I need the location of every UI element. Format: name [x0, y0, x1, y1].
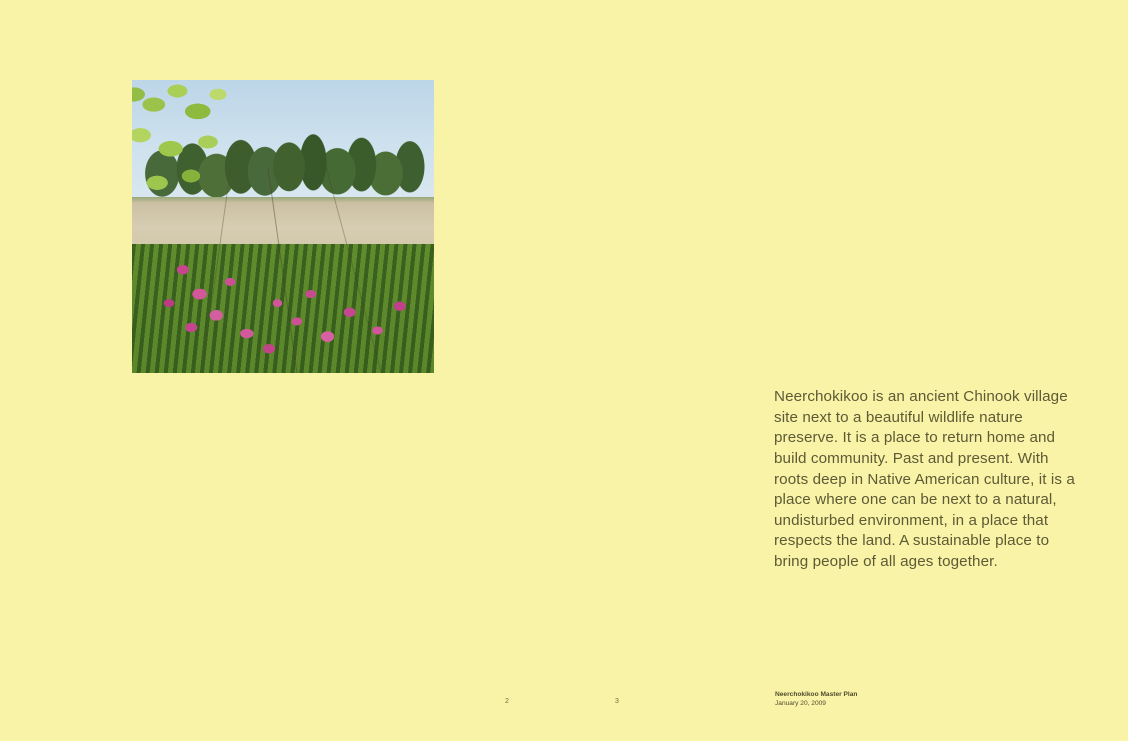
nature-photograph — [132, 80, 434, 373]
colophon — [775, 690, 857, 709]
photo-image — [132, 80, 434, 373]
colophon-title: Neerchokikoo Master Plan — [775, 691, 858, 698]
folio-left-page-number: 2 — [505, 698, 509, 705]
folio-right-page-number: 3 — [615, 698, 619, 705]
body-paragraph: Neerchokikoo is an ancient Chinook village site next to a beautiful wildlife nature preserve. It is a place to return home and build community. Past and present. With roots deep in Native American culture, it is a place where one can be next to a natural, undisturbed environment, in a place that respects the land. A sustainable place to bring people of all ages together. — [774, 388, 1075, 570]
photo-magenta-flowers — [144, 215, 422, 367]
colophon-date: January 20, 2009 — [775, 700, 826, 708]
